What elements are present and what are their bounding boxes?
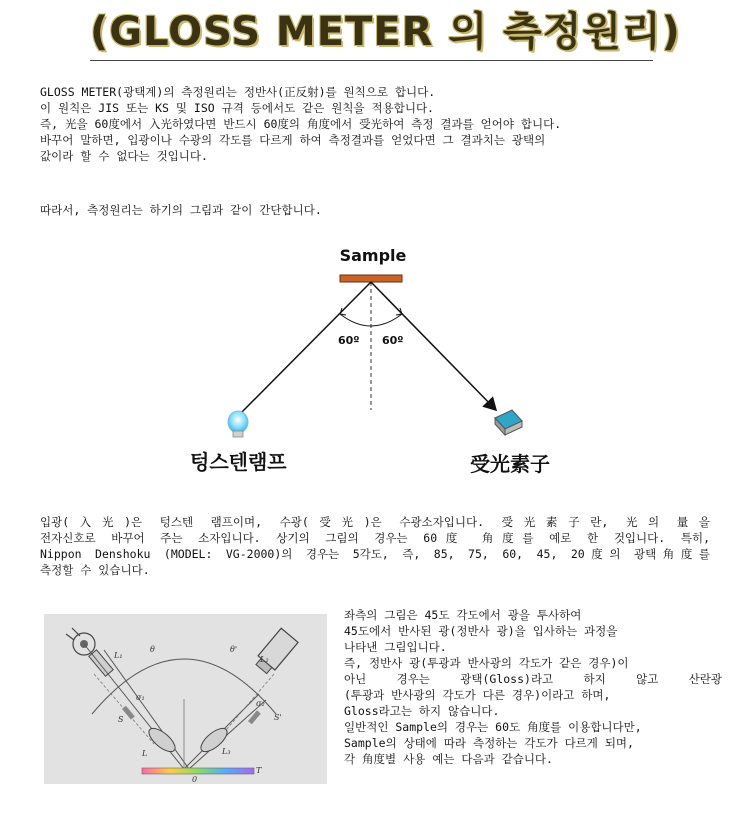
optical-schematic-figure bbox=[44, 614, 327, 784]
figure-label: θ bbox=[150, 645, 155, 654]
explanation-line: 나타낸 그림입니다. bbox=[344, 640, 447, 654]
summary-line: 따라서, 측정원리는 하기의 그림과 같이 간단합니다. bbox=[40, 203, 322, 217]
description-line: Nippon Denshoku (MODEL: VG-2000)의 경우는 5각도, 즉, 85, 75, 60, 45, 20度의 광택角度를 bbox=[40, 547, 710, 561]
explanation-line: 각 角度별 사용 예는 다음과 같습니다. bbox=[344, 752, 553, 766]
intro-line: 즉, 光을 60度에서 入光하였다면 반드시 60度의 角度에서 受光하여 측정 결과를 얻어야 합니다. bbox=[40, 117, 562, 131]
figure-label: S bbox=[118, 715, 124, 724]
sample-stage bbox=[142, 768, 254, 774]
figure-label: σ₁ bbox=[136, 693, 145, 702]
summary-paragraph bbox=[40, 202, 710, 218]
intro-line: GLOSS METER(광택계)의 측정원리는 정반사(正反射)를 원칙으로 합니다. bbox=[40, 85, 436, 99]
figure-label: L₃ bbox=[222, 747, 231, 756]
page-title: (GLOSS METER 의 측정원리) bbox=[90, 9, 681, 55]
lamp-icon bbox=[228, 411, 248, 437]
sample-plate bbox=[340, 275, 402, 282]
explanation-line: 즉, 정반사 광(투광과 반사광의 각도가 같은 경우)이 bbox=[344, 656, 629, 670]
intro-line: 이 원칙은 JIS 또는 KS 및 ISO 규격 등에서도 같은 원칙을 적용합니다. bbox=[40, 101, 434, 115]
figure-label: σ₂ bbox=[256, 699, 265, 708]
intro-paragraph bbox=[40, 84, 710, 164]
figure-explanation bbox=[344, 607, 722, 767]
sample-label: Sample bbox=[339, 246, 407, 265]
figure-label: θ' bbox=[230, 645, 238, 654]
explanation-line: (투광과 반사광의 각도가 다른 경우)이라고 하며, bbox=[344, 688, 611, 702]
figure-label: 0 bbox=[192, 775, 198, 784]
figure-label: S' bbox=[274, 713, 282, 722]
receiver-icon bbox=[495, 410, 522, 435]
explanation-line: 아닌 경우는 광택(Gloss)라고 하지 않고 산란광 bbox=[344, 672, 722, 686]
lamp-label: 텅스텐램프 bbox=[190, 450, 287, 474]
explanation-line: Sample의 상태에 따라 측정하는 각도가 다르게 되며, bbox=[344, 736, 634, 750]
explanation-line: Gloss라고는 하지 않습니다. bbox=[344, 704, 500, 718]
explanation-line: 좌측의 그림은 45도 각도에서 광을 투사하여 bbox=[344, 608, 582, 622]
description-line: 입광(入光)은 텅스텐 램프이며, 수광(受光)은 수광소자입니다. 受光素子란, 光의 量을 bbox=[40, 515, 710, 529]
figure-label: L bbox=[142, 749, 148, 758]
title-underline bbox=[90, 60, 653, 61]
description-line: 전자신호로 바꾸어 주는 소자입니다. 상기의 그림의 경우는 60度 角度를 예로 한 것입니다. 특히, bbox=[40, 531, 710, 545]
receiver-label: 受光素子 bbox=[470, 452, 550, 476]
measurement-diagram bbox=[150, 240, 590, 480]
figure-label: T bbox=[256, 766, 262, 775]
description-paragraph bbox=[40, 514, 710, 578]
reflection-angle-label: 60º bbox=[382, 334, 404, 347]
figure-label: L₂ bbox=[260, 655, 269, 664]
explanation-line: 45도에서 반사된 광(정반사 광)을 입사하는 과정을 bbox=[344, 624, 618, 638]
intro-line: 값이라 할 수 없다는 것입니다. bbox=[40, 149, 208, 163]
intro-line: 바꾸어 말하면, 입광이나 수광의 각도를 다르게 하여 측정결과를 얻었다면 그 결과치는 광택의 bbox=[40, 133, 546, 147]
incident-angle-label: 60º bbox=[338, 334, 360, 347]
figure-label: L₁ bbox=[114, 651, 123, 660]
incident-ray bbox=[238, 282, 371, 416]
explanation-line: 일반적인 Sample의 경우는 60도 角度를 이용합니다만, bbox=[344, 720, 642, 734]
description-line: 측정할 수 있습니다. bbox=[40, 563, 150, 577]
